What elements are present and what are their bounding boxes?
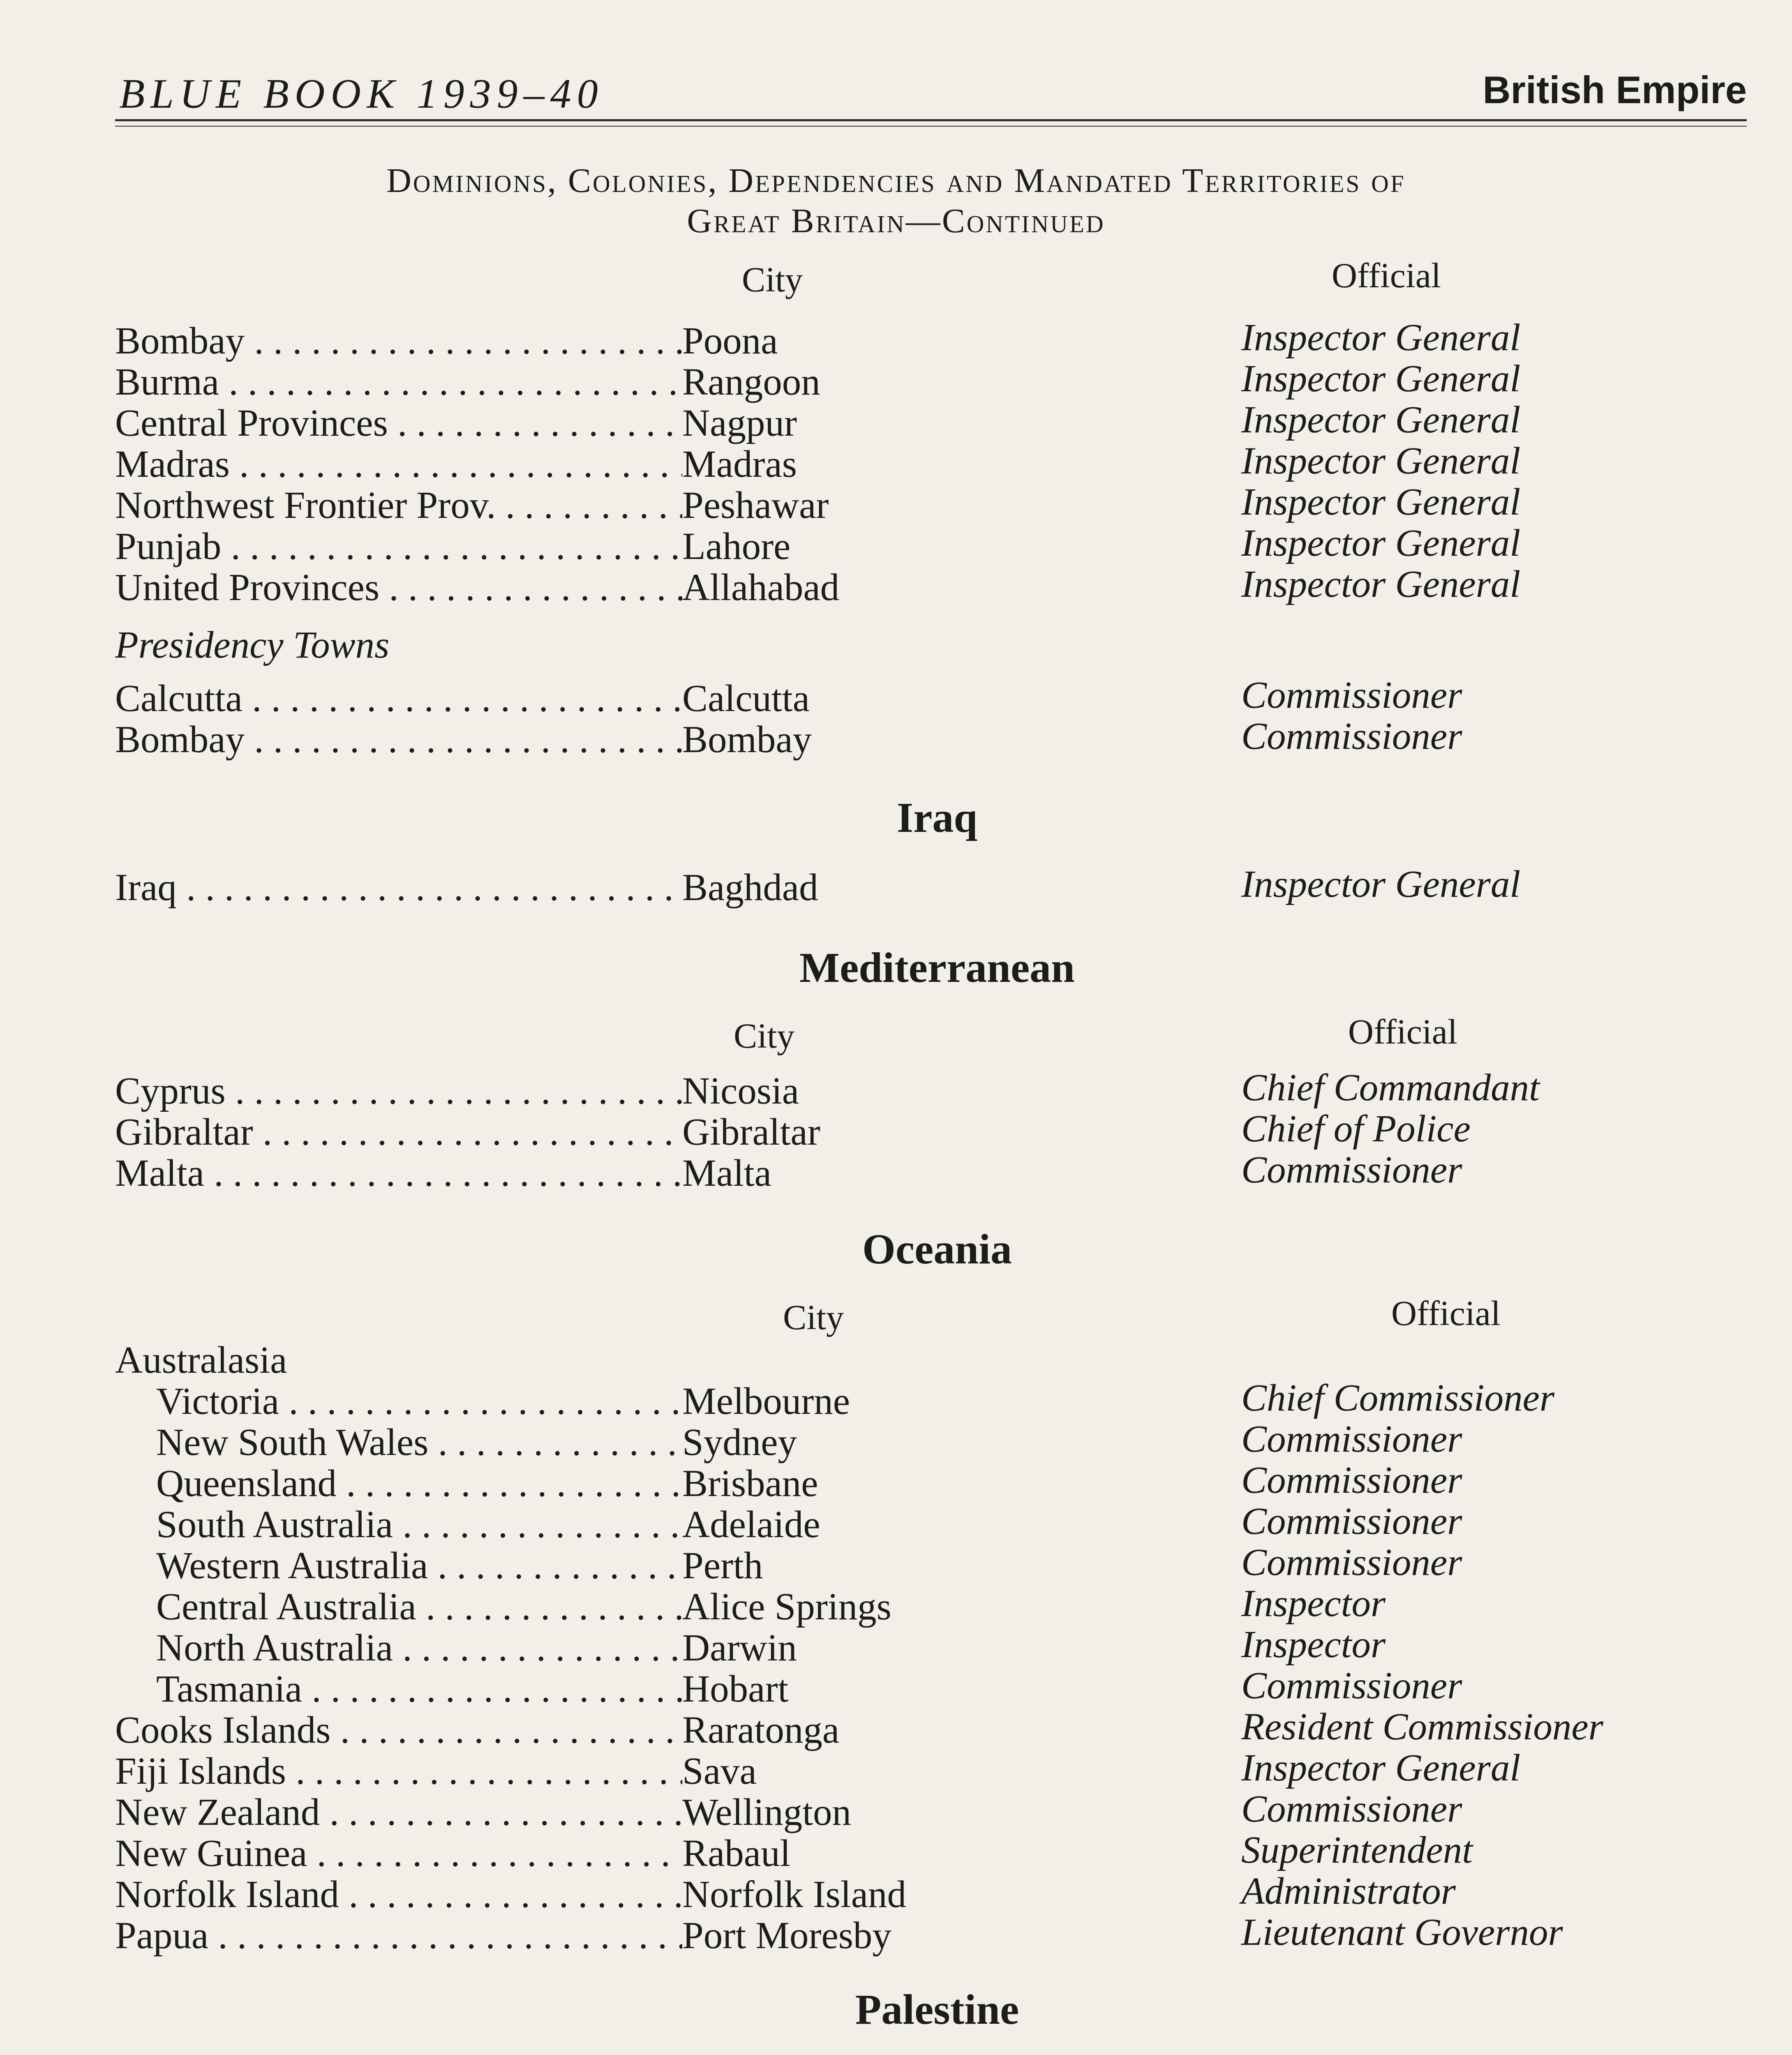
- official-title: Commissioner: [1241, 1500, 1462, 1542]
- place-name: Central Provinces . . .: [115, 403, 682, 444]
- place-name: Iraq . . .: [115, 867, 682, 908]
- city-name: Sydney: [682, 1421, 797, 1464]
- official-title: Commissioner: [1241, 1149, 1462, 1191]
- table-row: [115, 1108, 1718, 1153]
- city-name: Madras: [682, 443, 797, 485]
- table-row: [115, 1623, 1718, 1669]
- official-title: Inspector: [1241, 1582, 1386, 1625]
- city-name: Bombay: [682, 718, 812, 761]
- table-row: [115, 715, 1718, 761]
- official-title: Administrator: [1241, 1870, 1456, 1912]
- running-head-title: BLUE BOOK 1939–40: [119, 71, 604, 117]
- place-name: Punjab . . .: [115, 526, 682, 567]
- table-row: [115, 563, 1718, 609]
- city-name: Melbourne: [682, 1380, 850, 1422]
- official-title: Commissioner: [1241, 1665, 1462, 1707]
- table-row: [115, 863, 1718, 909]
- official-title: Inspector General: [1241, 358, 1521, 400]
- place-name: Norfolk Island . . .: [115, 1874, 682, 1915]
- city-name: Lahore: [682, 525, 791, 568]
- official-title: Inspector General: [1241, 1747, 1521, 1789]
- city-name: Darwin: [682, 1627, 797, 1669]
- place-name: Central Australia . . .: [115, 1586, 682, 1628]
- place-name: Victoria . . .: [115, 1381, 682, 1422]
- city-name: Adelaide: [682, 1503, 820, 1546]
- city-name: Raratonga: [682, 1709, 840, 1751]
- place-name: Burma . . .: [115, 362, 682, 403]
- place-name: Madras . . .: [115, 444, 682, 485]
- table-row: [115, 1829, 1718, 1875]
- table-row: [115, 1665, 1718, 1710]
- table-row: [115, 1377, 1718, 1422]
- official-title: Inspector General: [1241, 522, 1521, 564]
- official-title: Superintendent: [1241, 1829, 1473, 1871]
- table-row: [115, 316, 1718, 362]
- section-heading-oceania: Oceania: [862, 1226, 1012, 1273]
- place-name: North Australia . . .: [115, 1628, 682, 1669]
- official-title: Resident Commissioner: [1241, 1706, 1603, 1748]
- col-header-city: City: [734, 1016, 795, 1055]
- city-name: Port Moresby: [682, 1914, 891, 1957]
- place-name: Cooks Islands . . .: [115, 1710, 682, 1751]
- table-row: [115, 674, 1718, 720]
- place-name: Western Australia . . .: [115, 1545, 682, 1586]
- col-header-official: Official: [1348, 1012, 1457, 1051]
- official-title: Inspector General: [1241, 399, 1521, 441]
- group-heading-australasia: Australasia: [115, 1339, 287, 1381]
- place-name: New South Wales . . .: [115, 1422, 682, 1463]
- official-title: Commissioner: [1241, 1541, 1462, 1584]
- table-row: [115, 481, 1718, 526]
- city-name: Calcutta: [682, 677, 810, 720]
- table-row: [115, 1747, 1718, 1792]
- col-header-official: Official: [1391, 1293, 1501, 1333]
- official-title: Inspector General: [1241, 440, 1521, 482]
- city-name: Baghdad: [682, 866, 818, 909]
- city-name: Wellington: [682, 1791, 851, 1833]
- place-name: Gibraltar . . .: [115, 1112, 682, 1153]
- place-name: Calcutta . . .: [115, 678, 682, 719]
- official-title: Inspector General: [1241, 316, 1521, 359]
- table-row: [115, 1067, 1718, 1112]
- place-name: New Guinea . . .: [115, 1833, 682, 1874]
- official-title: Commissioner: [1241, 1418, 1462, 1460]
- table-row: [115, 399, 1718, 444]
- table-row: [115, 1870, 1718, 1916]
- place-name: South Australia . . .: [115, 1504, 682, 1545]
- city-name: Alice Springs: [682, 1586, 891, 1628]
- place-name: Bombay . . .: [115, 719, 682, 760]
- official-title: Inspector General: [1241, 863, 1521, 905]
- official-title: Lieutenant Governor: [1241, 1911, 1563, 1953]
- col-header-city: City: [742, 260, 803, 299]
- place-name: New Zealand . . .: [115, 1792, 682, 1833]
- place-name: Papua . . .: [115, 1915, 682, 1956]
- place-name: Tasmania . . .: [115, 1669, 682, 1710]
- table-row: [115, 358, 1718, 403]
- city-name: Nagpur: [682, 402, 797, 444]
- table-row: [115, 1582, 1718, 1628]
- place-name: United Provinces . . .: [115, 567, 682, 608]
- table-row: [115, 1911, 1718, 1957]
- table-row: [115, 1706, 1718, 1751]
- city-name: Malta: [682, 1152, 771, 1194]
- city-name: Allahabad: [682, 566, 840, 609]
- official-title: Commissioner: [1241, 1788, 1462, 1830]
- city-name: Poona: [682, 320, 778, 362]
- place-name: Bombay . . .: [115, 321, 682, 362]
- place-name: Fiji Islands . . .: [115, 1751, 682, 1792]
- official-title: Chief of Police: [1241, 1108, 1471, 1150]
- official-title: Inspector General: [1241, 481, 1521, 523]
- place-name: Queensland . . .: [115, 1463, 682, 1504]
- city-name: Rabaul: [682, 1832, 791, 1875]
- col-header-city: City: [783, 1298, 844, 1337]
- sub-heading-presidency-towns: Presidency Towns: [115, 624, 390, 666]
- official-title: Chief Commandant: [1241, 1067, 1540, 1109]
- city-name: Gibraltar: [682, 1111, 820, 1153]
- official-title: Commissioner: [1241, 1459, 1462, 1501]
- table-row: [115, 1149, 1718, 1194]
- table-row: [115, 440, 1718, 485]
- table-row: [115, 1418, 1718, 1464]
- table-row: [115, 522, 1718, 568]
- official-title: Commissioner: [1241, 674, 1462, 716]
- page-title-line1: Dominions, Colonies, Dependencies and Mandated Territories of: [386, 162, 1406, 200]
- city-name: Rangoon: [682, 361, 820, 403]
- city-name: Norfolk Island: [682, 1873, 906, 1916]
- city-name: Nicosia: [682, 1070, 799, 1112]
- official-title: Inspector: [1241, 1623, 1386, 1666]
- page-title-line2: Great Britain—Continued: [687, 202, 1105, 240]
- official-title: Commissioner: [1241, 715, 1462, 757]
- section-heading-iraq: Iraq: [896, 794, 978, 841]
- official-title: Chief Commissioner: [1241, 1377, 1555, 1419]
- table-row: [115, 1459, 1718, 1505]
- city-name: Peshawar: [682, 484, 829, 526]
- running-head-section: British Empire: [1483, 68, 1747, 111]
- header-rule: [115, 119, 1747, 121]
- place-name: Northwest Frontier Prov. . . .: [115, 485, 682, 526]
- city-name: Sava: [682, 1750, 757, 1792]
- section-heading-palestine: Palestine: [855, 1986, 1019, 2033]
- place-name: Cyprus . . .: [115, 1071, 682, 1112]
- header-rule-thin: [115, 126, 1747, 127]
- place-name: Malta . . .: [115, 1153, 682, 1194]
- section-heading-mediterranean: Mediterranean: [799, 944, 1075, 991]
- city-name: Perth: [682, 1545, 763, 1587]
- official-title: Inspector General: [1241, 563, 1521, 605]
- city-name: Hobart: [682, 1668, 789, 1710]
- col-header-official: Official: [1332, 256, 1441, 295]
- table-row: [115, 1541, 1718, 1587]
- table-row: [115, 1500, 1718, 1546]
- city-name: Brisbane: [682, 1462, 818, 1505]
- table-row: [115, 1788, 1718, 1833]
